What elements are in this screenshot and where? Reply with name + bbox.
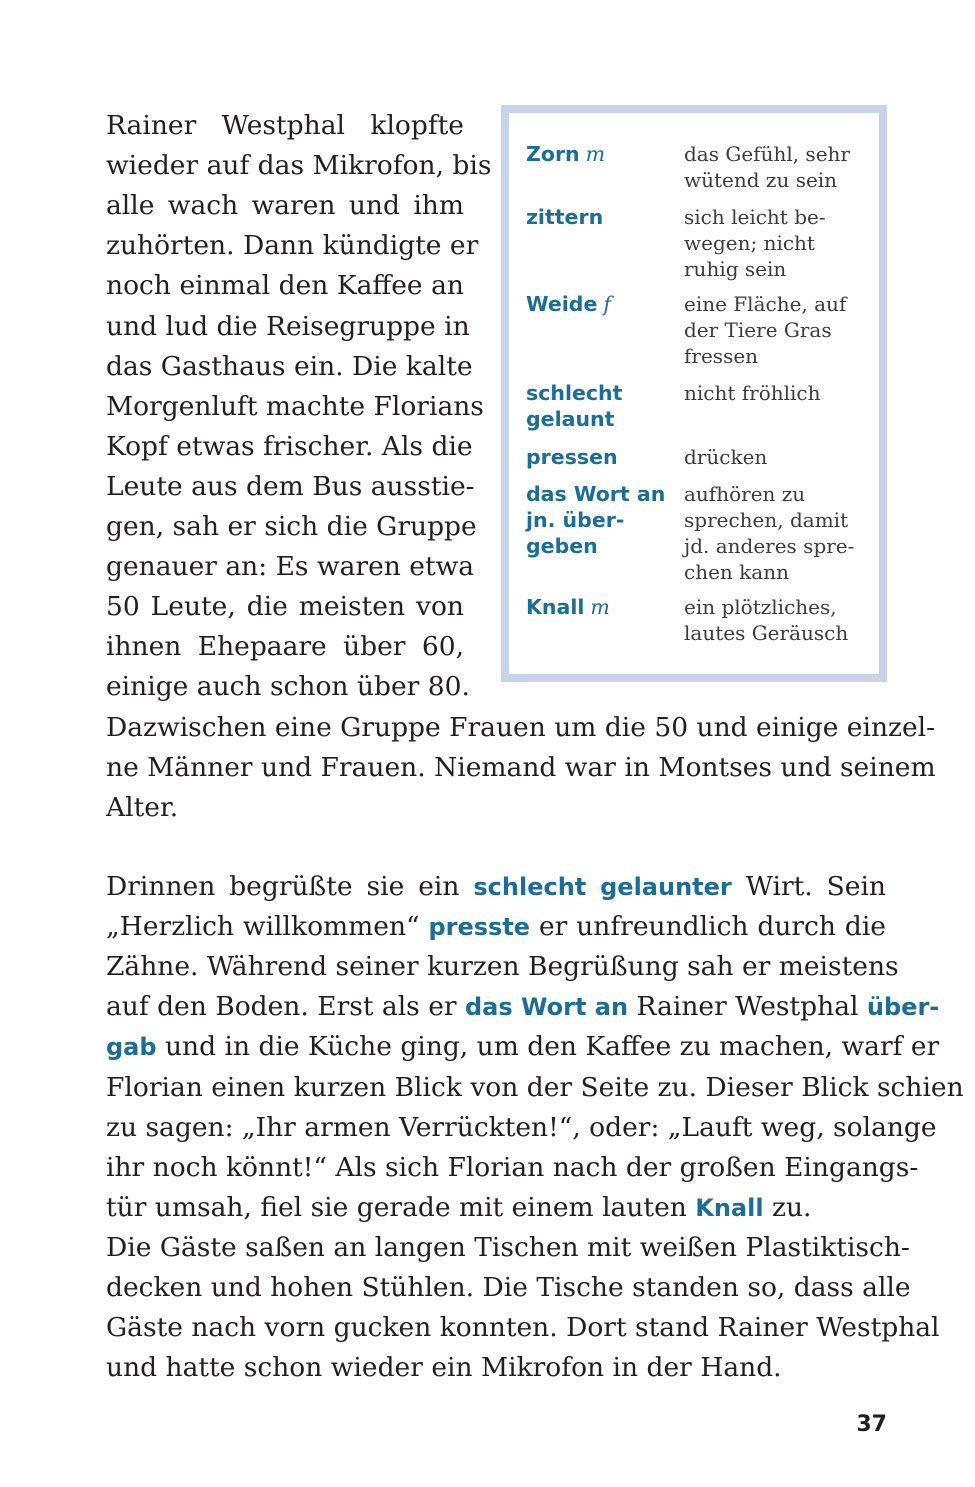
keyword-highlight: über- <box>866 993 940 1022</box>
text-segment: einige auch schon über 80. <box>106 671 470 703</box>
text-segment: decken und hohen Stühlen. Die Tische standen so, dass alle <box>106 1272 911 1303</box>
text-segment: Dazwischen eine Gruppe Frauen um die 50 und einige einzel- <box>106 711 936 743</box>
text-line <box>106 427 473 467</box>
text-line <box>106 788 886 828</box>
text-line <box>106 1068 964 1108</box>
page-number: 37 <box>856 1412 887 1437</box>
text-segment: wieder auf das Mikrofon, bis <box>106 150 492 182</box>
text-line <box>106 1268 911 1308</box>
text-line <box>106 907 886 947</box>
text-segment: Gäste nach vorn gucken konnten. Dort stand Rainer Westphal <box>106 1312 940 1344</box>
text-segment: er unfreundlich durch die <box>530 911 886 943</box>
text-segment: Rainer Westphal <box>628 991 867 1023</box>
glossary-term: zittern <box>526 205 604 229</box>
text-line <box>106 1188 886 1228</box>
glossary-definition: eine Fläche, auf der Tiere Gras fressen <box>684 292 847 368</box>
keyword-highlight: das Wort an <box>464 993 629 1022</box>
text-segment: Morgenluft machte Florians <box>106 390 484 422</box>
glossary-term: das Wort an jn. über- geben <box>526 482 666 558</box>
glossary-definition: ein plötzliches, lautes Geräusch <box>684 595 849 645</box>
glossary-term: Zorn m <box>526 142 606 166</box>
glossary-definition: das Gefühl, sehr wütend zu sein <box>684 142 850 192</box>
text-segment: und in die Küche ging, um den Kaffee zu machen, warf er <box>156 1031 940 1063</box>
text-segment: gen, sah er sich die Gruppe <box>106 511 477 542</box>
text-line <box>106 226 479 266</box>
glossary-definition: drücken <box>684 445 768 469</box>
text-segment: Florian einen kurzen Blick von der Seite zu. Dieser Blick schien <box>106 1071 964 1103</box>
text-segment: Leute aus dem Bus ausstie- <box>106 470 475 502</box>
text-line <box>106 347 473 387</box>
text-line <box>106 987 940 1027</box>
text-segment: zu sagen: „Ihr armen Verrückten!“, oder: „Lauft weg, solange <box>106 1111 937 1143</box>
text-line <box>106 1027 940 1067</box>
text-line <box>106 467 475 507</box>
keyword-highlight: gab <box>106 1033 157 1062</box>
text-line <box>106 947 899 987</box>
text-segment: zuhörten. Dann kündigte er <box>106 230 479 262</box>
text-segment: ne Männer und Frauen. Niemand war in Montses und seinem <box>106 751 936 783</box>
keyword-highlight: schlecht gelaunter <box>473 873 732 901</box>
text-line <box>106 547 475 587</box>
text-line <box>106 867 886 907</box>
text-line <box>106 667 470 707</box>
glossary-gender: f <box>603 292 611 316</box>
text-segment: Wirt. Sein <box>731 871 886 902</box>
text-line <box>106 106 464 146</box>
text-segment: Rainer Westphal klopfte <box>106 110 464 141</box>
text-segment: ihnen Ehepaare über 60, <box>106 631 464 663</box>
text-segment: zu. <box>763 1191 812 1223</box>
text-segment: und lud die Reisegruppe in <box>106 310 470 342</box>
text-segment: Zähne. Während seiner kurzen Begrüßung sah er meistens <box>106 951 899 983</box>
keyword-highlight: Knall <box>695 1193 764 1222</box>
text-line <box>106 1308 940 1348</box>
text-segment: tür umsah, fiel sie gerade mit einem lauten <box>106 1191 696 1223</box>
text-line <box>106 627 464 667</box>
text-segment: das Gasthaus ein. Die kalte <box>106 350 473 382</box>
text-line <box>106 387 484 427</box>
glossary-term: pressen <box>526 445 618 469</box>
text-segment: Die Gäste saßen an langen Tischen mit weißen Plastiktisch- <box>106 1231 910 1263</box>
text-segment: Kopf etwas frischer. Als die <box>106 430 473 462</box>
glossary-term: Weide f <box>526 292 611 316</box>
text-line <box>106 307 470 347</box>
text-line <box>106 1148 919 1188</box>
glossary-term: Knall m <box>526 595 610 619</box>
text-line <box>106 186 464 226</box>
text-line <box>106 587 464 627</box>
text-segment: und hatte schon wieder ein Mikrofon in der Hand. <box>106 1352 782 1384</box>
text-segment: 50 Leute, die meisten von <box>106 591 464 623</box>
text-segment: Alter. <box>106 791 179 823</box>
keyword-highlight: presste <box>428 913 531 942</box>
text-segment: noch einmal den Kaffee an <box>106 270 464 302</box>
text-line <box>106 1348 886 1388</box>
text-line <box>106 748 936 788</box>
text-segment: auf den Boden. Erst als er <box>106 991 465 1023</box>
text-line <box>106 266 464 306</box>
glossary-definition: aufhören zu sprechen, damit jd. anderes spre- chen kann <box>684 482 855 584</box>
text-line <box>106 146 492 186</box>
text-line <box>106 507 477 547</box>
text-line <box>106 1108 937 1148</box>
text-segment: genauer an: Es waren etwa <box>106 551 475 583</box>
glossary-term: schlecht gelaunt <box>526 381 623 431</box>
text-segment: „Herzlich willkommen“ <box>106 911 429 943</box>
text-line <box>106 1228 910 1268</box>
text-segment: Drinnen begrüßte sie ein <box>106 871 474 902</box>
glossary-definition: nicht fröhlich <box>684 381 821 405</box>
text-segment: alle wach waren und ihm <box>106 190 464 222</box>
text-segment: ihr noch könnt!“ Als sich Florian nach der großen Eingangs- <box>106 1151 919 1183</box>
glossary-gender: m <box>585 142 606 166</box>
text-line <box>106 708 936 748</box>
glossary-definition: sich leicht be- wegen; nicht ruhig sein <box>684 205 826 281</box>
glossary-gender: m <box>590 595 610 619</box>
